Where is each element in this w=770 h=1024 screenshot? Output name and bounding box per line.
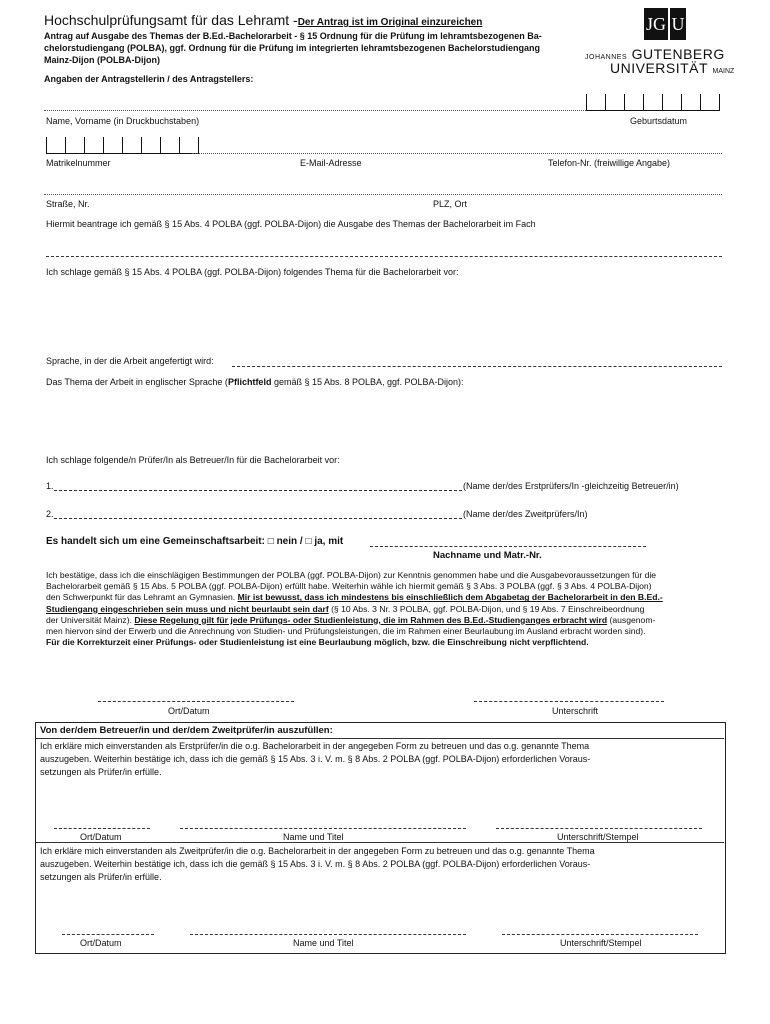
examiner-2-line[interactable] (54, 518, 462, 519)
birthdate-label: Geburtsdatum (630, 116, 688, 126)
second-place-date-label: Ort/Datum (80, 938, 122, 948)
title-text: Hochschulprüfungsamt für das Lehramt (44, 12, 290, 28)
first-sign-stamp-label: Unterschrift/Stempel (557, 832, 639, 842)
birthdate-boxes[interactable] (586, 94, 720, 111)
logo-box-u: U (670, 8, 686, 40)
subtitle-line-1: Antrag auf Ausgabe des Themas der B.Ed.-Bachelorarbeit - § 15 Ordnung für die Prüfung im lehramtsbezogenen Ba- (44, 31, 542, 41)
place-date-line[interactable] (98, 701, 294, 702)
joint-name-label: Nachname und Matr.-Nr. (433, 550, 542, 561)
email-phone-line[interactable] (192, 153, 722, 154)
first-place-date-line[interactable] (54, 828, 150, 829)
phone-label: Telefon-Nr. (freiwillige Angabe) (548, 158, 671, 168)
second-name-title-label: Name und Titel (293, 938, 354, 948)
zip-city-label: PLZ, Ort (433, 199, 468, 209)
logo-line-1: JOHANNES GUTENBERG (585, 46, 725, 62)
examiner-2-number: 2. (46, 509, 54, 519)
examiners-intro: Ich schlage folgende/n Prüfer/In als Betreuer/In für die Bachelorarbeit vor: (46, 455, 340, 465)
checkbox-yes-icon[interactable]: □ (305, 536, 312, 547)
applicant-section-label: Angaben der Antragstellerin / des Antragstellers: (44, 74, 254, 84)
language-label: Sprache, in der die Arbeit angefertigt wird: (46, 356, 214, 366)
logo-box-jg: JG (644, 8, 668, 40)
page-title: Hochschulprüfungsamt für das Lehramt -Der Antrag ist im Original einzureichen (44, 12, 483, 28)
language-line[interactable] (232, 366, 722, 367)
first-name-title-line[interactable] (180, 828, 466, 829)
subtitle-line-3: Mainz-Dijon (POLBA-Dijon) (44, 55, 160, 65)
name-label: Name, Vorname (in Druckbuchstaben) (46, 116, 200, 126)
supervisor-heading: Von der/dem Betreuer/in und der/dem Zweitprüfer/in auszufüllen: (40, 725, 333, 736)
declaration-paragraph: Ich bestätige, dass ich die einschlägigen Bestimmungen der POLBA (ggf. POLBA-Dijon) zur Kenntnis genommen habe und die Ausgabevoraussetzungen für die Bachelorarbeit gemäß § 15 Abs. 5 POLBA (ggf. POLBA-Dijon) erfüllt habe. Weiterhin wähle ich hiermit gemäß § 3 Abs. 3 POLBA (ggf. § 3 Abs. 4 POLBA-Dijon) den Schwerpunkt für das Lehramt an Gymnasien. Mir ist bewusst, dass ich mindestens bis einschließlich dem Abgabetag der Bachelorarbeit in den B.Ed.- Studiengang eingeschrieben sein muss und nicht beurlaubt sein darf (§ 10 Abs. 3 Nr. 3 POLBA, ggf. POLBA-Dijon, und § 19 Abs. 7 Einschreibeordnung der Universität Mainz). Diese Regelung gilt für jede Prüfungs- oder Studienleistung, die im Rahmen des B.Ed.-Studienganges erbracht wird (ausgenom- men hiervon sind der Erwerb und die Anrechnung von Studien- und Prüfungsleistungen, die im Rahmen einer Beurlaubung im Ausland erbracht worden sind). Für die Korrekturzeit einer Prüfungs- oder Studienleistung ist eine Beurlaubung möglich, bzw. die Einschreibung nicht verpflichtend. (46, 570, 663, 648)
second-name-title-line[interactable] (190, 934, 466, 935)
option-yes-label: ja, mit (314, 536, 344, 547)
title-note: Der Antrag ist im Original einzureichen (297, 17, 483, 28)
checkbox-no-icon[interactable]: □ (267, 536, 274, 547)
place-date-label: Ort/Datum (168, 706, 210, 716)
examiner-2-label: (Name der/des Zweitprüfers/In) (463, 509, 588, 519)
topic-proposal-text: Ich schlage gemäß § 15 Abs. 4 POLBA (ggf. POLBA-Dijon) folgendes Thema für die Bachelorarbeit vor: (46, 267, 459, 277)
name-line[interactable] (44, 110, 586, 111)
first-name-title-label: Name und Titel (283, 832, 344, 842)
request-text: Hiermit beantrage ich gemäß § 15 Abs. 4 POLBA (ggf. POLBA-Dijon) die Ausgabe des Themas der Bachelorarbeit im Fach (46, 219, 536, 229)
matrikel-boxes[interactable] (46, 137, 199, 154)
first-examiner-statement: Ich erkläre mich einverstanden als Erstprüfer/in die o.g. Bachelorarbeit in der angegeben Form zu betreuen und das o.g. genannte Thema auszugeben. Weiterhin bestätige ich, dass ich die gemäß § 15 Abs. 3 i. V. m. § 8 Abs. 2 POLBA (ggf. POLBA-Dijon) erforderlichen Voraus- setzungen als Prüfer/in erfülle. (40, 741, 591, 777)
email-label: E-Mail-Adresse (300, 158, 362, 168)
supervisor-heading-divider (36, 738, 724, 739)
second-examiner-statement: Ich erkläre mich einverstanden als Zweitprüfer/in die o.g. Bachelorarbeit in der angegeben Form zu betreuen und das o.g. genannte Thema auszugeben. Weiterhin bestätige ich, dass ich die gemäß § 15 Abs. 3 i. V. m. § 8 Abs. 2 POLBA (ggf. POLBA-Dijon) erforderlichen Voraus- setzungen als Prüfer/in erfülle. (40, 846, 595, 882)
supervisor-middle-divider (36, 842, 724, 843)
signature-label: Unterschrift (552, 706, 599, 716)
subtitle-line-2: chelorstudiengang (POLBA), ggf. Ordnung für die Prüfung im integrierten lehramtsbezogenen Bachelorstudiengang (44, 43, 541, 53)
examiner-1-line[interactable] (54, 490, 462, 491)
logo-line-2: UNIVERSITÄT MAINZ (610, 60, 735, 76)
second-place-date-line[interactable] (62, 934, 154, 935)
first-sign-stamp-line[interactable] (496, 828, 702, 829)
signature-line[interactable] (474, 701, 664, 702)
address-line[interactable] (44, 194, 722, 195)
examiner-1-number: 1. (46, 481, 54, 491)
joint-work-question: Es handelt sich um eine Gemeinschaftsarbeit: □ nein / □ ja, mit (46, 536, 344, 547)
second-sign-stamp-label: Unterschrift/Stempel (560, 938, 642, 948)
option-no-label: nein / (276, 536, 303, 547)
second-sign-stamp-line[interactable] (502, 934, 698, 935)
english-topic-label: Das Thema der Arbeit in englischer Sprache (Pflichtfeld gemäß § 15 Abs. 8 POLBA, ggf. POLBA-Dijon): (46, 377, 464, 387)
first-place-date-label: Ort/Datum (80, 832, 122, 842)
joint-partner-line[interactable] (370, 546, 646, 547)
examiner-1-label: (Name der/des Erstprüfers/In -gleichzeitig Betreuer/in) (463, 481, 679, 491)
matrikel-label: Matrikelnummer (46, 158, 111, 168)
subject-line[interactable] (46, 256, 722, 257)
street-label: Straße, Nr. (46, 199, 90, 209)
